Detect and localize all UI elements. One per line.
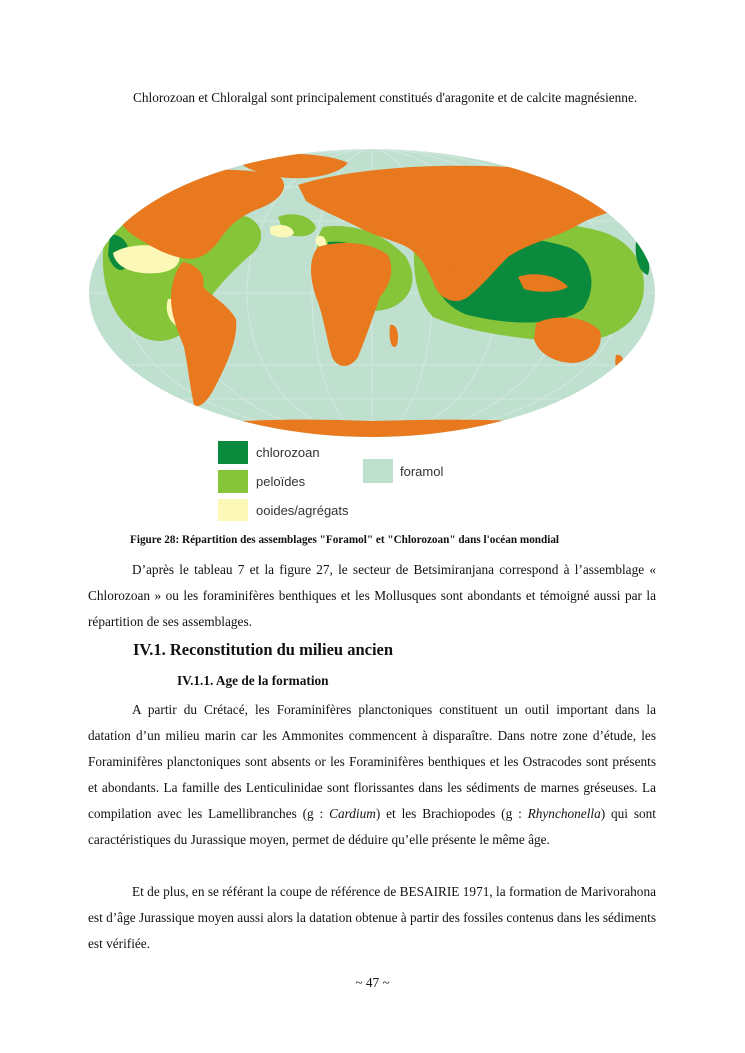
section-heading: IV.1. Reconstitution du milieu ancien [133,640,394,659]
paragraph-betsimiranjana: D’après le tableau 7 et la figure 27, le secteur de Betsimiranjana correspond à l’assemblage « Chlorozoan » ou les foraminifères benthiques et les Mollusques sont abondants et témoigné aussi par la répartition de ses assemblages. [88,562,656,629]
legend-swatch-peloides [218,470,248,493]
intro-paragraph: Chlorozoan et Chloralgal sont principalement constitués d'aragonite et de calcite magnésienne. [133,90,638,105]
legend-swatch-ooides [218,499,248,521]
paragraph-age-text-2: ) et les Brachiopodes (g : [375,806,528,821]
world-map-figure [88,147,656,523]
paragraph-age-text-1: A partir du Crétacé, les Foraminifères planctoniques constituent un outil important dans la datation d’un milieu marin car les Ammonites commencent à disparaître. Dans notre zone d’étude, les Foraminifères planctoniques sont absents or les Foraminifères benthiques et les Ostracodes sont présents et abondants. La famille des Lenticulinidae sont florissantes dans les sédiments de marnes gréseuses. La compilation avec les Lamellibranches (g : [88,702,656,821]
paragraph-besairie: Et de plus, en se référant la coupe de référence de BESAIRIE 1971, la formation de Marivorahona est d’âge Jurassique moyen aussi alors la datation obtenue à partir des fossiles contenus dans les sédiments est vérifiée. [88,884,656,951]
legend-label-chlorozoan: chlorozoan [256,445,320,460]
legend-swatch-foramol [363,459,393,483]
paragraph-age-text-3: ) qui sont caractéristiques du Jurassique moyen, permet de déduire qu’elle présente le même âge. [88,806,657,847]
legend-swatch-chlorozoan [218,441,248,464]
map-legend [218,441,443,521]
legend-label-foramol: foramol [400,464,444,479]
legend-label-ooides: ooides/agrégats [256,503,349,518]
genus-cardium: Cardium [329,806,376,821]
paragraph-age-formation [88,697,656,853]
world-map-svg [88,147,656,523]
page-number: ~ 47 ~ [355,975,390,990]
legend-label-peloides: peloïdes [256,474,306,489]
subsection-heading: IV.1.1. Age de la formation [177,673,329,688]
genus-rhynchonella: Rhynchonella [527,806,601,821]
figure-caption: Figure 28: Répartition des assemblages "Foramol" et "Chlorozoan" dans l'océan mondial [130,534,560,546]
